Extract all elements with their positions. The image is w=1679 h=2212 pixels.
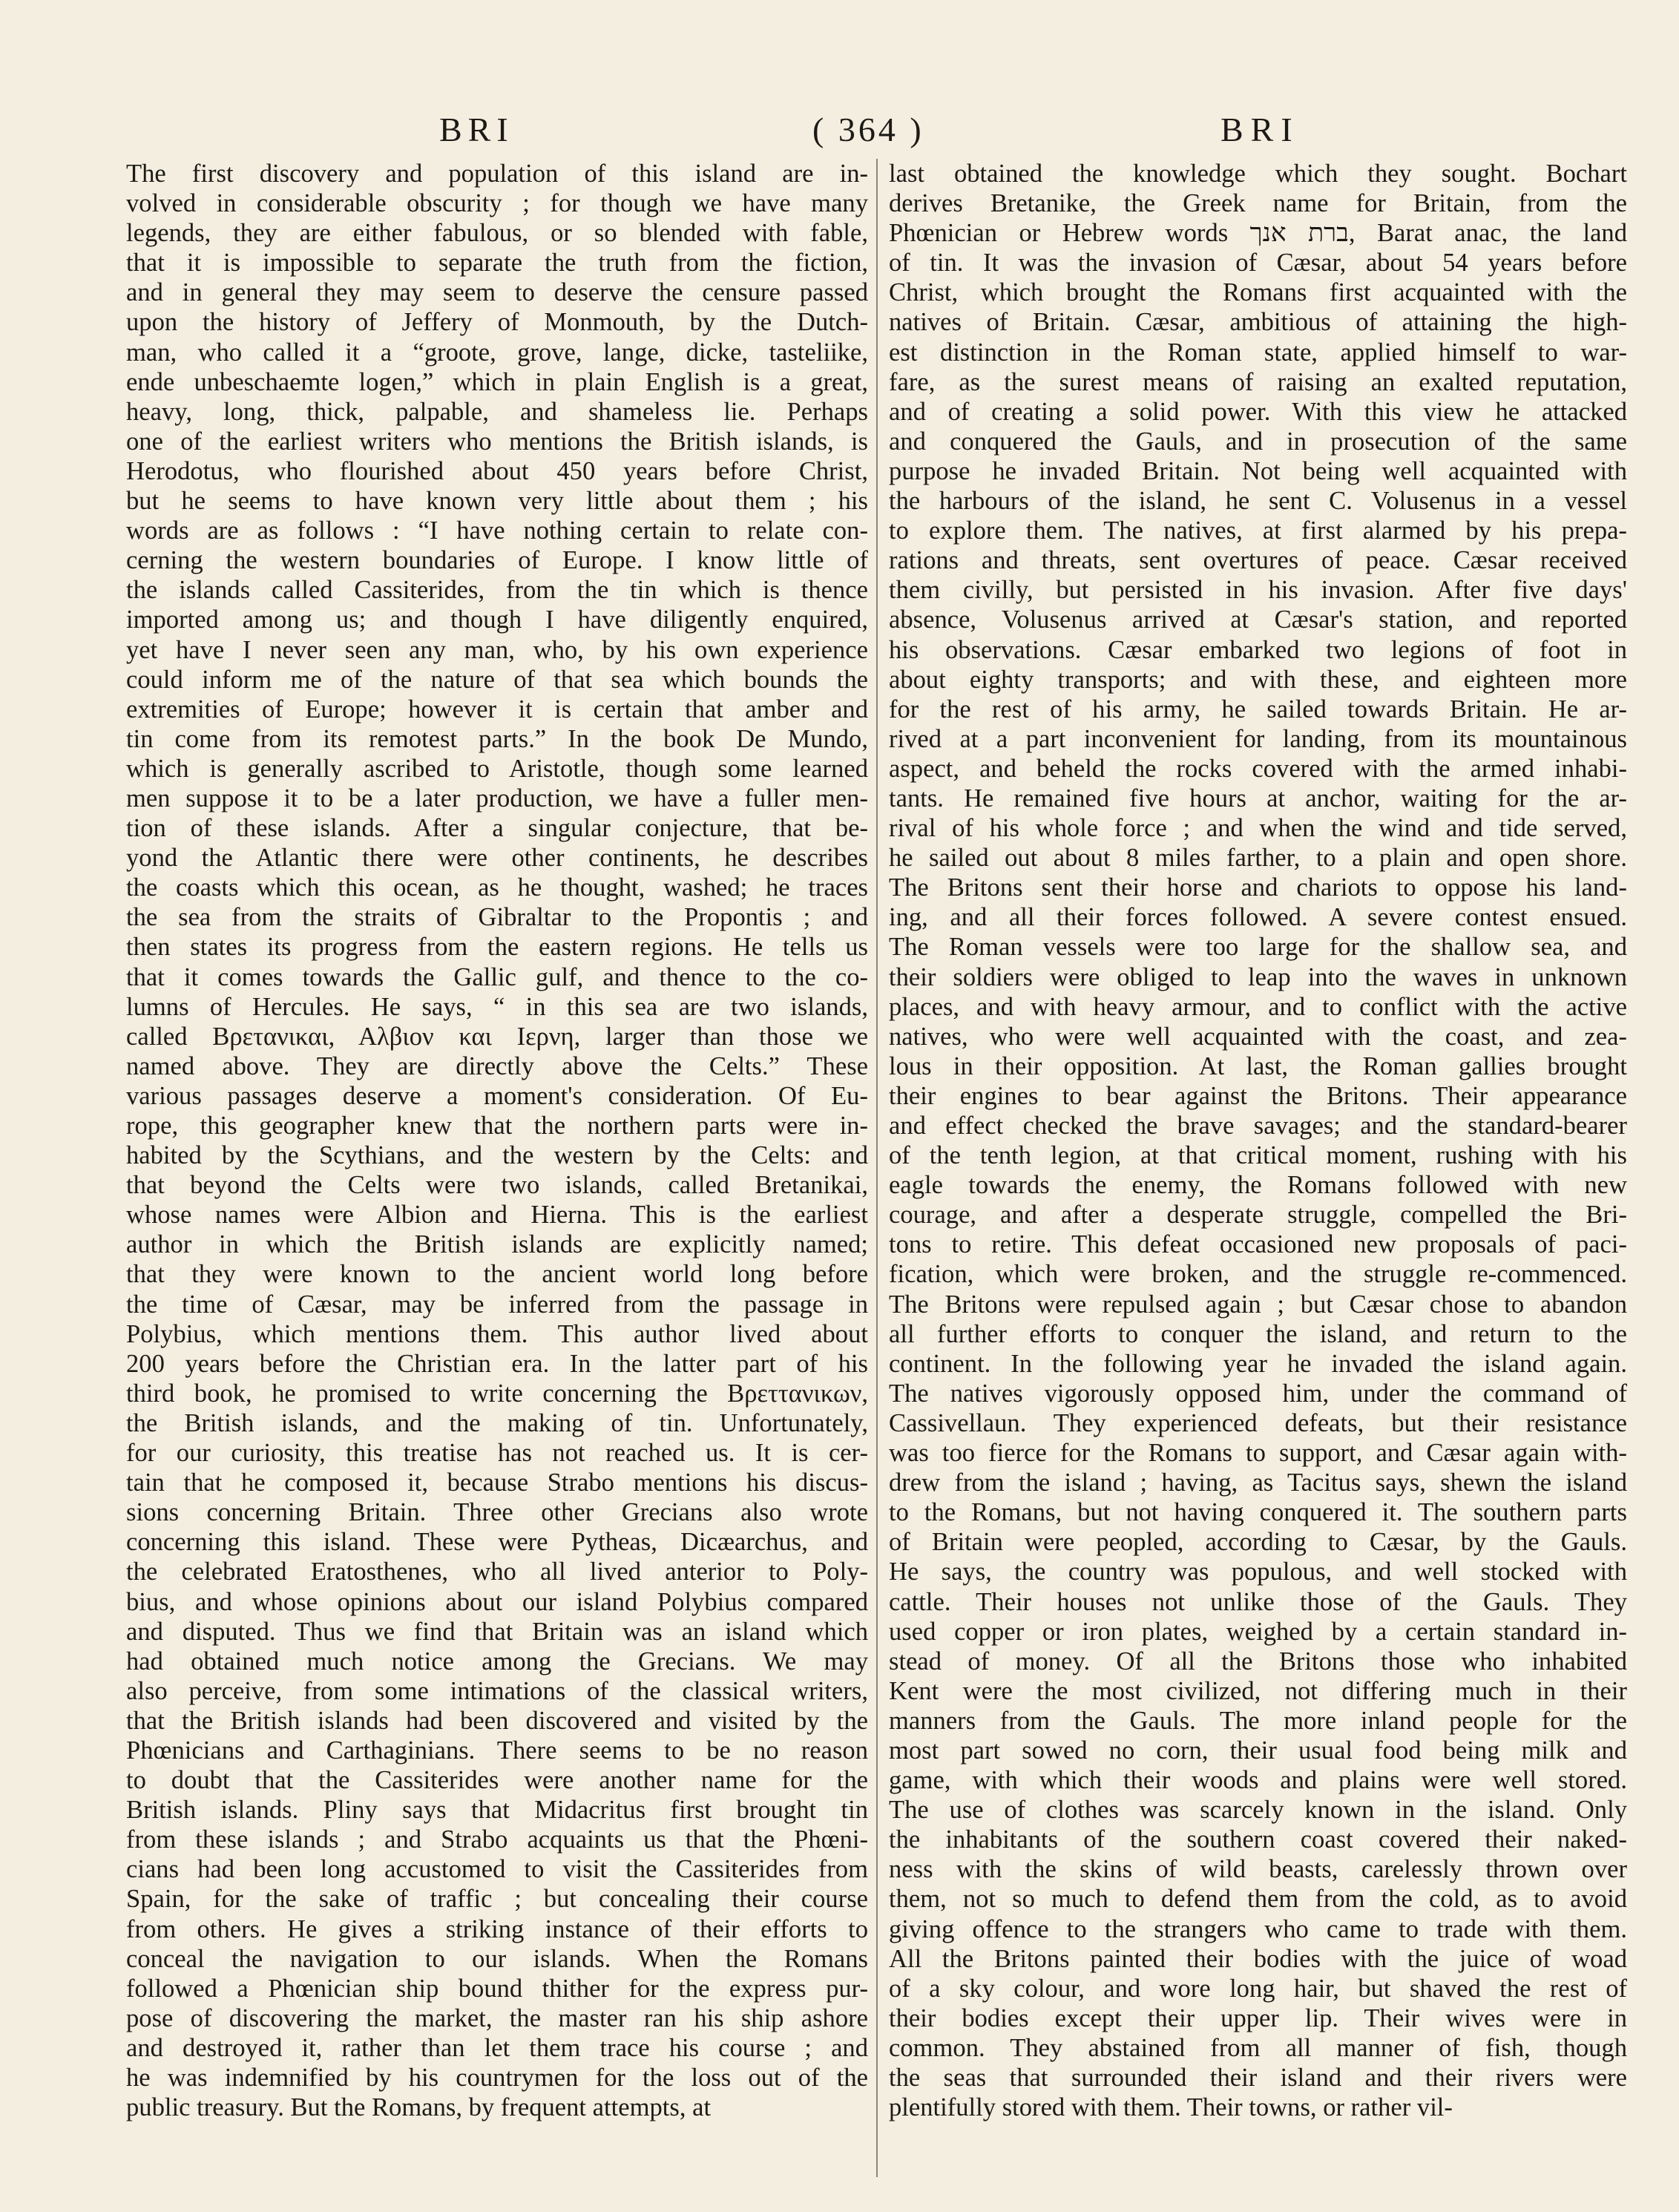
text-line: he was indemnified by his countrymen for the loss out of the <box>126 2064 868 2092</box>
text-line: third book, he promised to write concerning the Βρεττανικων, <box>126 1379 868 1408</box>
text-line: also perceive, from some intimations of the classical writers, <box>126 1676 868 1705</box>
text-line: of the tenth legion, at that critical moment, rushing with his <box>889 1141 1627 1170</box>
text-line: and conquered the Gauls, and in prosecution of the same <box>889 427 1627 456</box>
left-column <box>126 159 868 2122</box>
text-line: the inhabitants of the southern coast covered their naked- <box>889 1825 1627 1854</box>
text-line: Spain, for the sake of traffic ; but concealing their course <box>126 1885 868 1914</box>
text-line: most part sowed no corn, their usual food being milk and <box>889 1736 1627 1765</box>
text-line: and effect checked the brave savages; and the standard-bearer <box>889 1112 1627 1140</box>
text-line: the sea from the straits of Gibraltar to the Propontis ; and <box>126 903 868 932</box>
text-line: heavy, long, thick, palpable, and shameless lie. Perhaps <box>126 397 868 426</box>
text-line: rope, this geographer knew that the northern parts were in- <box>126 1112 868 1140</box>
text-line: to doubt that the Cassiterides were another name for the <box>126 1766 868 1795</box>
text-line: the celebrated Eratosthenes, who all lived anterior to Poly- <box>126 1558 868 1586</box>
page-number: ( 364 ) <box>812 111 924 148</box>
text-line: bius, and whose opinions about our island Polybius compared <box>126 1587 868 1616</box>
text-line: Cassivellaun. They experienced defeats, but their resistance <box>889 1408 1627 1437</box>
text-line: and destroyed it, rather than let them trace his course ; and <box>126 2033 868 2062</box>
text-line: words are as follows : “I have nothing certain to relate con- <box>126 516 868 545</box>
text-line: to explore them. The natives, at first alarmed by his prepa- <box>889 516 1627 545</box>
text-line: men suppose it to be a later production, we have a fuller men- <box>126 784 868 813</box>
running-head-left: BRI <box>439 111 514 148</box>
text-line: Phœnician or Hebrew words ברת אנך, Barat anac, the land <box>889 219 1628 248</box>
text-line: continent. In the following year he invaded the island again. <box>889 1349 1627 1378</box>
text-line: tons to retire. This defeat occasioned new proposals of paci- <box>889 1230 1627 1259</box>
text-line: the islands called Cassiterides, from the tin which is thence <box>126 576 868 605</box>
text-line: that it comes towards the Gallic gulf, and thence to the co- <box>126 962 868 991</box>
text-line: rival of his whole force ; and when the wind and tide served, <box>889 814 1627 843</box>
text-line: that beyond the Celts were two islands, called Bretanikai, <box>126 1171 868 1200</box>
text-line: Herodotus, who flourished about 450 years before Christ, <box>126 456 868 485</box>
text-line: named above. They are directly above the Celts.” These <box>126 1051 868 1080</box>
text-line: public treasury. But the Romans, by frequent attempts, at <box>126 2093 712 2122</box>
text-line: 200 years before the Christian era. In the latter part of his <box>126 1349 868 1378</box>
text-line: author in which the British islands are explicitly named; <box>126 1230 868 1259</box>
text-line: ende unbeschaemte logen,” which in plain English is a great, <box>126 367 868 396</box>
text-line: lous in their opposition. At last, the Roman gallies brought <box>889 1051 1627 1080</box>
text-line: drew from the island ; having, as Tacitus says, shewn the island <box>889 1468 1627 1497</box>
text-line: yond the Atlantic there were other continents, he describes <box>126 844 868 873</box>
text-line: whose names were Albion and Hierna. This is the earliest <box>126 1201 868 1230</box>
text-line: the seas that surrounded their island and their rivers were <box>889 2064 1627 2092</box>
text-line: The natives vigorously opposed him, under the command of <box>889 1379 1627 1408</box>
text-line: natives of Britain. Cæsar, ambitious of attaining the high- <box>889 308 1627 337</box>
text-line: eagle towards the enemy, the Romans followed with new <box>889 1171 1627 1200</box>
text-line: Polybius, which mentions them. This author lived about <box>126 1319 868 1348</box>
text-line: sions concerning Britain. Three other Grecians also wrote <box>126 1498 868 1527</box>
text-line: fare, as the surest means of raising an exalted reputation, <box>889 367 1627 396</box>
text-line: of tin. It was the invasion of Cæsar, about 54 years before <box>889 249 1627 278</box>
text-line: the coasts which this ocean, as he thought, washed; he traces <box>126 873 868 902</box>
text-line: est distinction in the Roman state, applied himself to war- <box>889 338 1627 367</box>
text-line: giving offence to the strangers who came to trade with them. <box>889 1914 1627 1943</box>
text-line: of Britain were peopled, according to Cæsar, by the Gauls. <box>889 1528 1627 1557</box>
text-line: courage, and after a desperate struggle, compelled the Bri- <box>889 1201 1627 1230</box>
text-line: of a sky colour, and wore long hair, but shaved the rest of <box>889 1974 1627 2003</box>
text-line: from these islands ; and Strabo acquaints us that the Phœni- <box>126 1825 868 1854</box>
text-line: Phœnicians and Carthaginians. There seems to be no reason <box>126 1736 868 1765</box>
text-line: tants. He remained five hours at anchor, waiting for the ar- <box>889 784 1627 813</box>
text-line: had obtained much notice among the Grecians. We may <box>126 1647 868 1676</box>
text-line: All the Britons painted their bodies with the juice of woad <box>889 1944 1627 1973</box>
page-header <box>126 110 1601 154</box>
text-line: the British islands, and the making of tin. Unfortunately, <box>126 1408 868 1437</box>
text-line: that it is impossible to separate the truth from the fiction, <box>126 249 868 278</box>
text-line: which is generally ascribed to Aristotle, though some learned <box>126 754 868 783</box>
text-line: followed a Phœnician ship bound thither for the express pur- <box>126 1974 868 2003</box>
text-line: The Britons sent their horse and chariots to oppose his land- <box>889 873 1627 902</box>
text-line: imported among us; and though I have diligently enquired, <box>126 605 868 634</box>
text-line: aspect, and beheld the rocks covered with the armed inhabi- <box>889 754 1627 783</box>
text-line: derives Bretanike, the Greek name for Britain, from the <box>889 189 1627 218</box>
text-line: was too fierce for the Romans to support, and Cæsar again with- <box>889 1439 1627 1468</box>
text-line: ness with the skins of wild beasts, carelessly thrown over <box>889 1855 1627 1884</box>
running-head-right: BRI <box>1220 111 1300 148</box>
text-line: rived at a part inconvenient for landing, from its mountainous <box>889 724 1627 753</box>
text-line: that they were known to the ancient world long before <box>126 1260 868 1289</box>
text-line: them, not so much to defend them from the cold, as to avoid <box>889 1885 1627 1914</box>
text-line: man, who called it a “groote, grove, lange, dicke, tasteliike, <box>126 338 868 367</box>
text-line: British islands. Pliny says that Midacritus first brought tin <box>126 1796 868 1825</box>
text-line: Christ, which brought the Romans first acquainted with the <box>889 278 1627 307</box>
text-line: The Britons were repulsed again ; but Cæsar chose to abandon <box>889 1290 1627 1319</box>
text-line: The first discovery and population of this island are in- <box>126 160 868 188</box>
text-line: the time of Cæsar, may be inferred from the passage in <box>126 1290 868 1319</box>
text-line: conceal the navigation to our islands. When the Romans <box>126 1944 868 1973</box>
text-line: various passages deserve a moment's consideration. Of Eu- <box>126 1081 868 1110</box>
text-line: stead of money. Of all the Britons those who inhabited <box>889 1647 1627 1676</box>
text-line: and in general they may seem to deserve the censure passed <box>126 278 868 307</box>
text-line: all further efforts to conquer the island, and return to the <box>889 1319 1627 1348</box>
text-line: one of the earliest writers who mentions the British islands, is <box>126 427 868 456</box>
text-line: plentifully stored with them. Their towns, or rather vil- <box>889 2093 1453 2122</box>
text-line: pose of discovering the market, the master ran his ship ashore <box>126 2003 868 2032</box>
text-line: manners from the Gauls. The more inland people for the <box>889 1706 1627 1735</box>
text-line: concerning this island. These were Pytheas, Dicæarchus, and <box>126 1528 868 1557</box>
text-line: upon the history of Jeffery of Monmouth, by the Dutch- <box>126 308 868 337</box>
text-line: cians had been long accustomed to visit the Cassiterides from <box>126 1855 868 1884</box>
text-line: purpose he invaded Britain. Not being well acquainted with <box>889 456 1627 485</box>
text-line: rations and threats, sent overtures of peace. Cæsar received <box>889 546 1627 575</box>
text-line: cattle. Their houses not unlike those of the Gauls. They <box>889 1587 1627 1616</box>
text-line: The Roman vessels were too large for the shallow sea, and <box>889 933 1627 962</box>
text-line: The use of clothes was scarcely known in the island. Only <box>889 1796 1627 1825</box>
text-line: them civilly, but persisted in his invasion. After five days' <box>889 576 1627 605</box>
text-line: absence, Volusenus arrived at Cæsar's station, and reported <box>889 605 1627 634</box>
text-line: then states its progress from the eastern regions. He tells us <box>126 933 868 962</box>
text-line: the harbours of the island, he sent C. Volusenus in a vessel <box>889 487 1627 516</box>
text-line: but he seems to have known very little about them ; his <box>126 487 868 516</box>
text-line: for our curiosity, this treatise has not reached us. It is cer- <box>126 1439 868 1468</box>
text-line: their engines to bear against the Britons. Their appearance <box>889 1081 1627 1110</box>
text-line: tin come from its remotest parts.” In the book De Mundo, <box>126 724 868 753</box>
text-line: common. They abstained from all manner of fish, though <box>889 2033 1627 2062</box>
text-line: He says, the country was populous, and well stocked with <box>889 1558 1627 1586</box>
text-line: called Βρετανικαι, Αλβιον και Ιερνη, larger than those we <box>126 1022 868 1051</box>
text-line: legends, they are either fabulous, or so blended with fable, <box>126 219 868 248</box>
column-divider <box>876 159 878 2177</box>
text-line: extremities of Europe; however it is certain that amber and <box>126 695 868 723</box>
text-line: to the Romans, but not having conquered it. The southern parts <box>889 1498 1627 1527</box>
text-line: places, and with heavy armour, and to conflict with the active <box>889 992 1627 1021</box>
text-line: he sailed out about 8 miles farther, to a plain and open shore. <box>889 844 1627 873</box>
text-line: cerning the western boundaries of Europe. I know little of <box>126 546 868 575</box>
text-line: and of creating a solid power. With this view he attacked <box>889 397 1627 426</box>
text-line: tion of these islands. After a singular conjecture, that be- <box>126 814 868 843</box>
text-line: used copper or iron plates, weighed by a certain standard in- <box>889 1617 1627 1646</box>
text-line: yet have I never seen any man, who, by his own experience <box>126 635 868 664</box>
text-line: from others. He gives a striking instance of their efforts to <box>126 1914 868 1943</box>
text-line: could inform me of the nature of that sea which bounds the <box>126 665 868 694</box>
text-line: lumns of Hercules. He says, “ in this sea are two islands, <box>126 992 868 1021</box>
text-line: his observations. Cæsar embarked two legions of foot in <box>889 635 1627 664</box>
right-column <box>889 159 1627 2122</box>
text-line: fication, which were broken, and the struggle re-commenced. <box>889 1260 1627 1289</box>
text-line: ing, and all their forces followed. A severe contest ensued. <box>889 903 1627 932</box>
text-line: tain that he composed it, because Strabo mentions his discus- <box>126 1468 868 1497</box>
text-line: their soldiers were obliged to leap into the waves in unknown <box>889 962 1627 991</box>
text-line: their bodies except their upper lip. Their wives were in <box>889 2003 1627 2032</box>
text-line: that the British islands had been discovered and visited by the <box>126 1706 868 1735</box>
text-line: natives, who were well acquainted with the coast, and zea- <box>889 1022 1627 1051</box>
text-line: and disputed. Thus we find that Britain was an island which <box>126 1617 868 1646</box>
text-line: habited by the Scythians, and the western by the Celts: and <box>126 1141 868 1170</box>
text-line: for the rest of his army, he sailed towards Britain. He ar- <box>889 695 1627 723</box>
text-line: last obtained the knowledge which they sought. Bochart <box>889 160 1627 188</box>
text-line: about eighty transports; and with these, and eighteen more <box>889 665 1627 694</box>
text-line: Kent were the most civilized, not differing much in their <box>889 1676 1627 1705</box>
text-line: volved in considerable obscurity ; for though we have many <box>126 189 868 218</box>
text-line: game, with which their woods and plains were well stored. <box>889 1766 1627 1795</box>
